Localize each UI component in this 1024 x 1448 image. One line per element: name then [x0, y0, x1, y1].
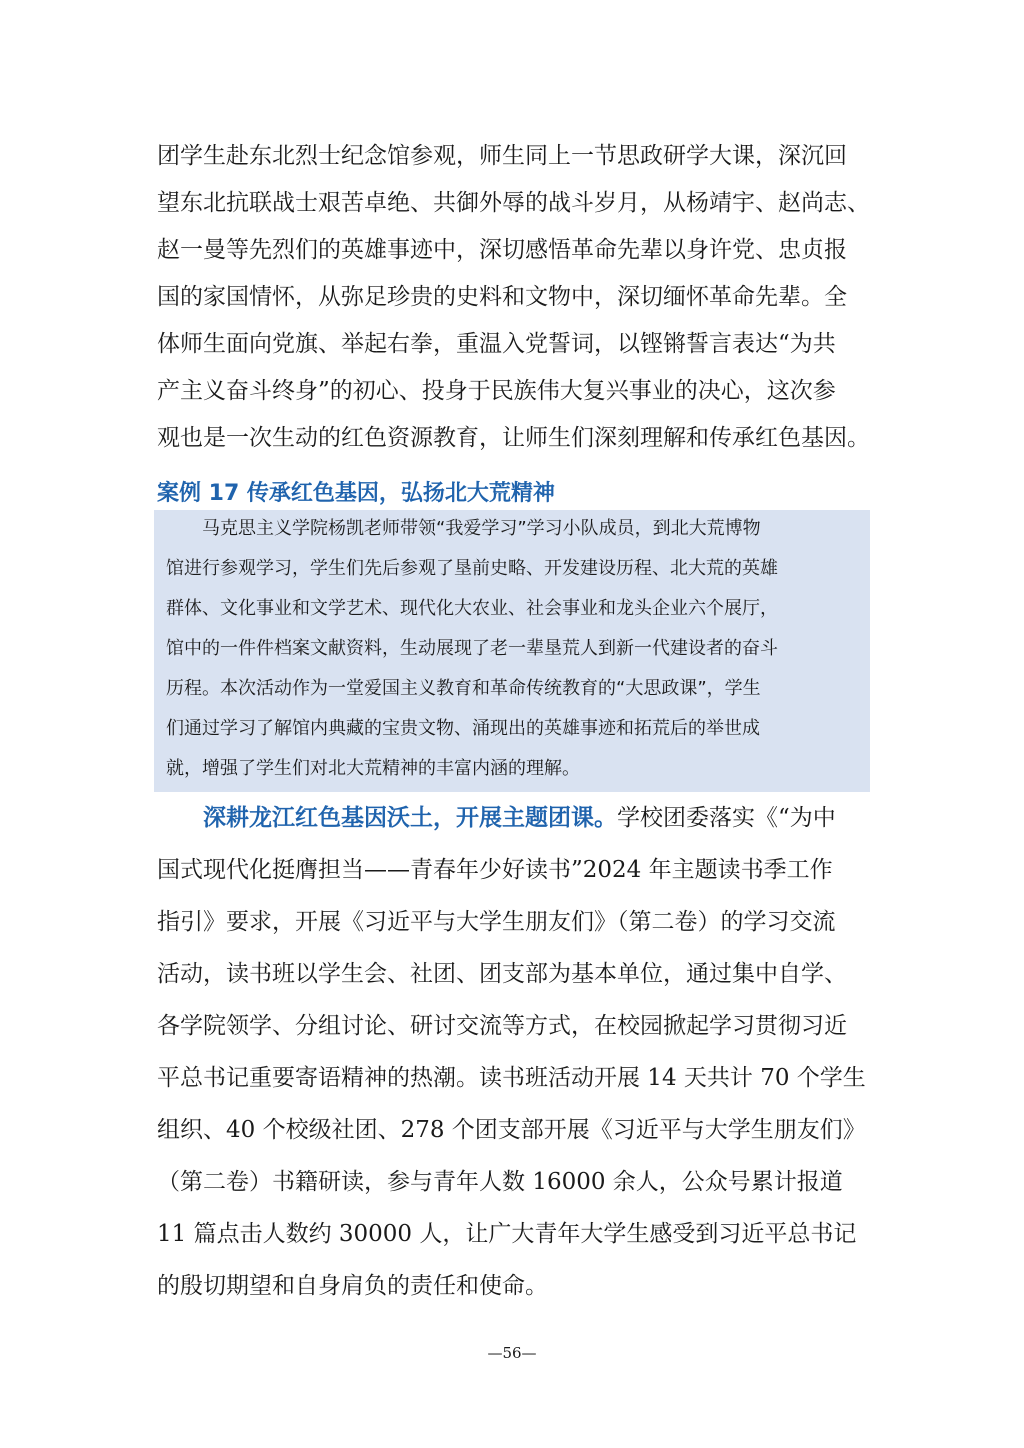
text-line: 体师生面向党旗、举起右拳，重温入党誓词，以铿锵誓言表达“为共: [157, 331, 836, 357]
text-line: 国的家国情怀，从弥足珍贵的史料和文物中，深切缅怀革命先辈。全: [157, 284, 847, 310]
text-line: 平总书记重要寄语精神的热潮。读书班活动开展 14 天共计 70 个学生: [157, 1065, 866, 1091]
case-line: 历程。本次活动作为一堂爱国主义教育和革命传统教育的“大思政课”，学生: [166, 678, 761, 699]
text-line: [203, 802, 836, 834]
paragraph-highlight: 深耕龙江红色基因沃土，开展主题团课。: [203, 804, 617, 831]
text-line: 各学院领学、分组讨论、研讨交流等方式，在校园掀起学习贯彻习近: [157, 1013, 847, 1039]
case-line: 就，增强了学生们对北大荒精神的丰富内涵的理解。: [166, 758, 580, 779]
text-line: 活动，读书班以学生会、社团、团支部为基本单位，通过集中自学、: [157, 961, 847, 987]
case-line: 群体、文化事业和文学艺术、现代化大农业、社会事业和龙头企业六个展厅，: [166, 598, 778, 619]
text-line: 的殷切期望和自身肩负的责任和使命。: [157, 1273, 548, 1299]
case-study-heading: 案例 17 传承红色基因，弘扬北大荒精神: [157, 481, 555, 506]
text-line: 指引》要求，开展《习近平与大学生朋友们》（第二卷）的学习交流: [157, 909, 836, 935]
text-span: 学校团委落实《“为中: [617, 805, 836, 831]
text-line: 11 篇点击人数约 30000 人，让广大青年大学生感受到习近平总书记: [157, 1221, 857, 1247]
text-line: 望东北抗联战士艰苦卓绝、共御外辱的战斗岁月，从杨靖宇、赵尚志、: [157, 190, 870, 216]
text-line: 赵一曼等先烈们的英雄事迹中，深切感悟革命先辈以身许党、忠贞报: [157, 237, 847, 263]
case-line: 馆进行参观学习，学生们先后参观了垦前史略、开发建设历程、北大荒的英雄: [166, 558, 778, 579]
case-study-box: [154, 510, 870, 792]
text-line: 国式现代化挺膺担当——青春年少好读书”2024 年主题读书季工作: [157, 857, 833, 883]
text-line: 团学生赴东北烈士纪念馆参观，师生同上一节思政研学大课，深沉回: [157, 143, 847, 169]
text-line: （第二卷）书籍研读，参与青年人数 16000 余人，公众号累计报道: [157, 1169, 843, 1195]
case-line: 馆中的一件件档案文献资料，生动展现了老一辈垦荒人到新一代建设者的奋斗: [166, 638, 778, 659]
text-line: 组织、40 个校级社团、278 个团支部开展《习近平与大学生朋友们》: [157, 1117, 866, 1143]
case-line: 马克思主义学院杨凯老师带领“我爱学习”学习小队成员，到北大荒博物: [166, 518, 761, 539]
text-line: 产主义奋斗终身”的初心、投身于民族伟大复兴事业的决心，这次参: [157, 378, 836, 404]
case-line: 们通过学习了解馆内典藏的宝贵文物、涌现出的英雄事迹和拓荒后的举世成: [166, 718, 760, 739]
text-line: 观也是一次生动的红色资源教育，让师生们深刻理解和传承红色基因。: [157, 425, 870, 451]
page-number: —56—: [487, 1344, 537, 1362]
